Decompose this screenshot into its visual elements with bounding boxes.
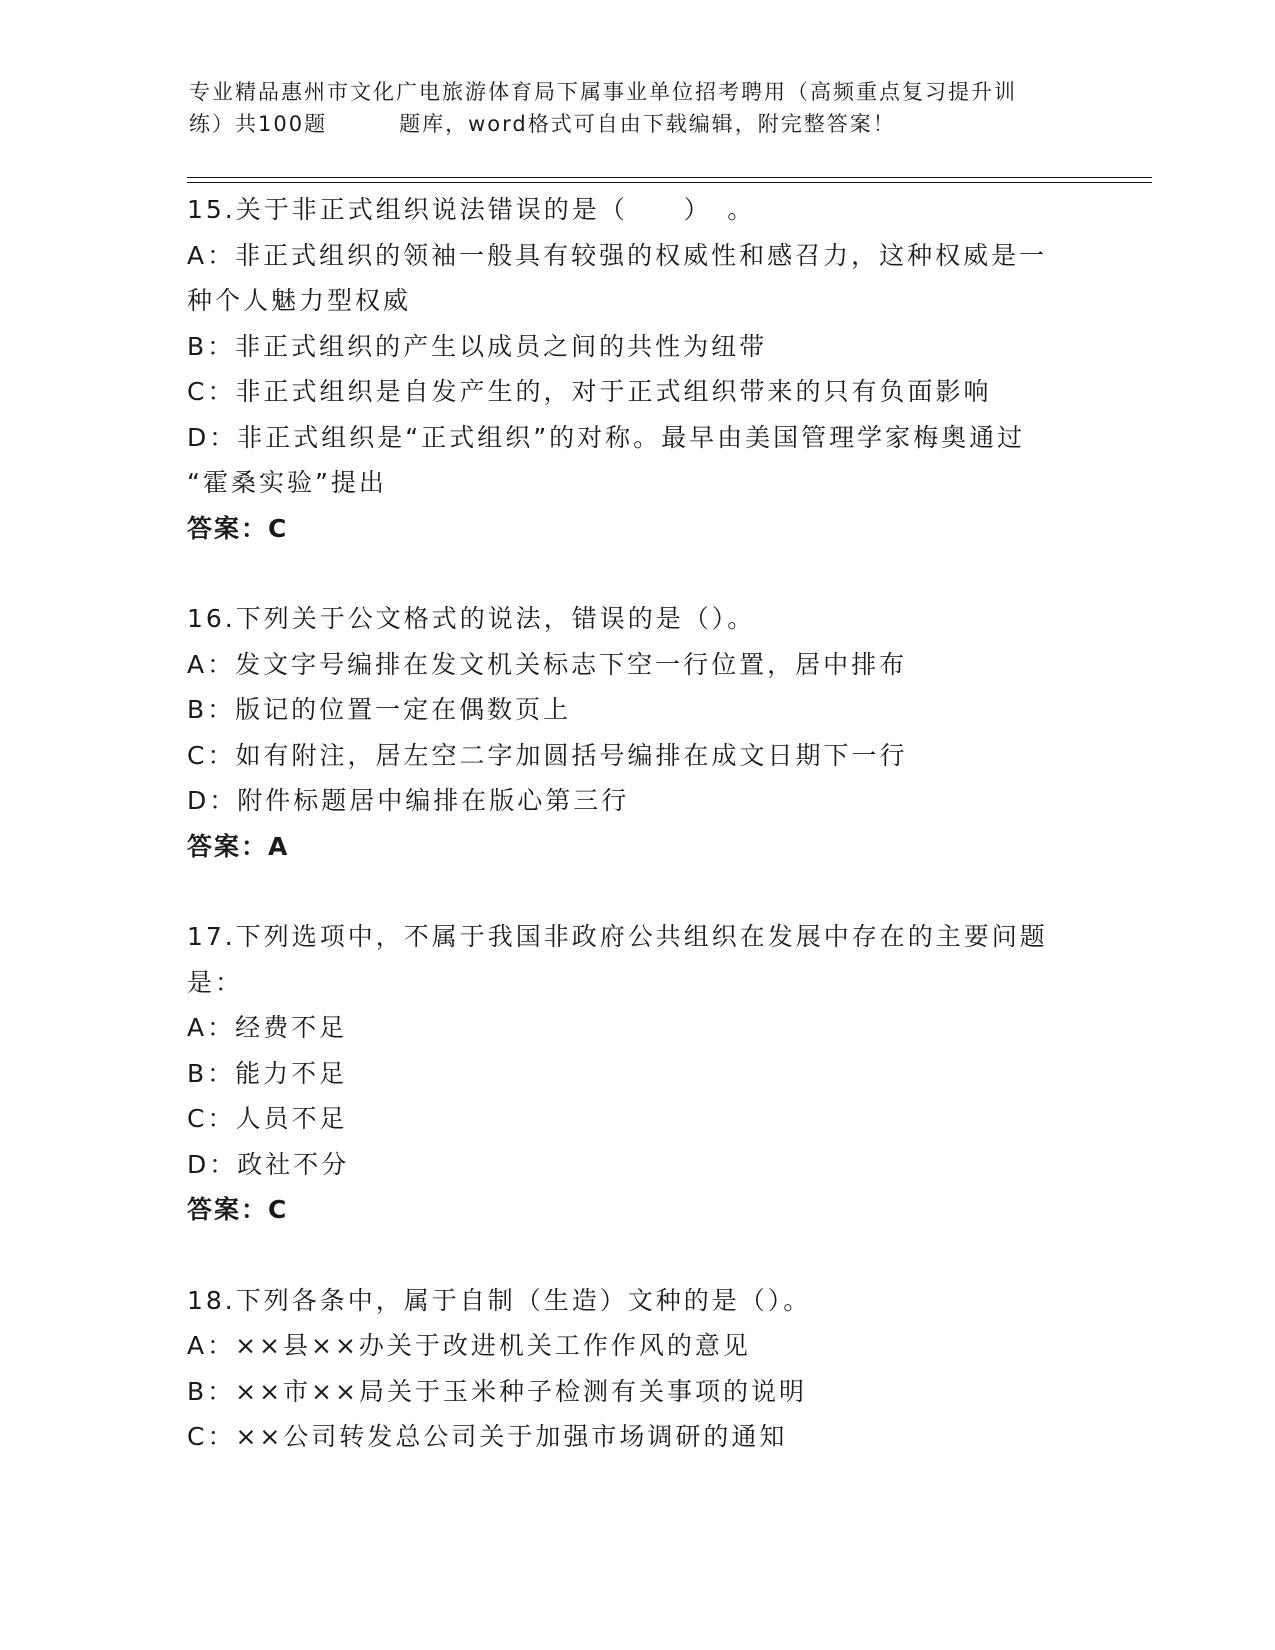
option-d: D：非正式组织是“正式组织”的对称。最早由美国管理学家梅奥通过 xyxy=(187,422,1026,452)
question-text: 16.下列关于公文格式的说法，错误的是（）。 xyxy=(187,604,756,633)
option-c: C：如有附注，居左空二字加圆括号编排在成文日期下一行 xyxy=(187,740,908,770)
option-d: D：政社不分 xyxy=(187,1149,350,1179)
option-a: A：经费不足 xyxy=(187,1013,348,1042)
header-divider-bottom xyxy=(187,182,1152,183)
answer: 答案：C xyxy=(187,513,289,543)
question-text: 17.下列选项中，不属于我国非政府公共组织在发展中存在的主要问题 xyxy=(187,922,1048,951)
question-15 xyxy=(187,187,1087,551)
option-a: A：非正式组织的领袖一般具有较强的权威性和感召力，这种权威是一 xyxy=(187,240,1048,270)
header-title-line2-part1: 练）共100题 xyxy=(189,112,328,136)
option-b: B：版记的位置一定在偶数页上 xyxy=(187,695,572,724)
option-c: C：人员不足 xyxy=(187,1104,348,1133)
option-a-cont: 种个人魅力型权威 xyxy=(187,286,412,315)
answer: 答案：C xyxy=(187,1195,289,1224)
document-header xyxy=(189,76,1089,140)
question-text: 15.关于非正式组织说法错误的是（ ） 。 xyxy=(187,195,756,224)
question-17 xyxy=(187,914,1087,1233)
option-d: D：附件标题居中编排在版心第三行 xyxy=(187,786,630,815)
option-b: B：能力不足 xyxy=(187,1058,348,1088)
header-title-line1: 专业精品惠州市文化广电旅游体育局下属事业单位招考聘用（高频重点复习提升训 xyxy=(189,80,1017,104)
header-divider-top xyxy=(187,177,1152,178)
header-title-line2-part2: 题库，word格式可自由下载编辑，附完整答案！ xyxy=(399,112,896,136)
question-list xyxy=(187,187,1087,1460)
header-title-line2 xyxy=(189,108,1089,140)
option-c: C：××公司转发总公司关于加强市场调研的通知 xyxy=(187,1422,788,1451)
answer: 答案：A xyxy=(187,831,290,861)
option-a: A：发文字号编排在发文机关标志下空一行位置，居中排布 xyxy=(187,649,908,679)
option-b: B：××市××局关于玉米种子检测有关事项的说明 xyxy=(187,1376,807,1406)
option-b: B：非正式组织的产生以成员之间的共性为纽带 xyxy=(187,331,768,361)
question-16 xyxy=(187,596,1087,869)
question-18 xyxy=(187,1278,1087,1460)
option-a: A：××县××办关于改进机关工作作风的意见 xyxy=(187,1331,751,1360)
question-text-cont: 是： xyxy=(187,967,244,997)
option-c: C：非正式组织是自发产生的，对于正式组织带来的只有负面影响 xyxy=(187,377,992,406)
question-text: 18.下列各条中，属于自制（生造）文种的是（）。 xyxy=(187,1285,812,1315)
option-d-cont: “霍桑实验”提出 xyxy=(187,468,387,497)
